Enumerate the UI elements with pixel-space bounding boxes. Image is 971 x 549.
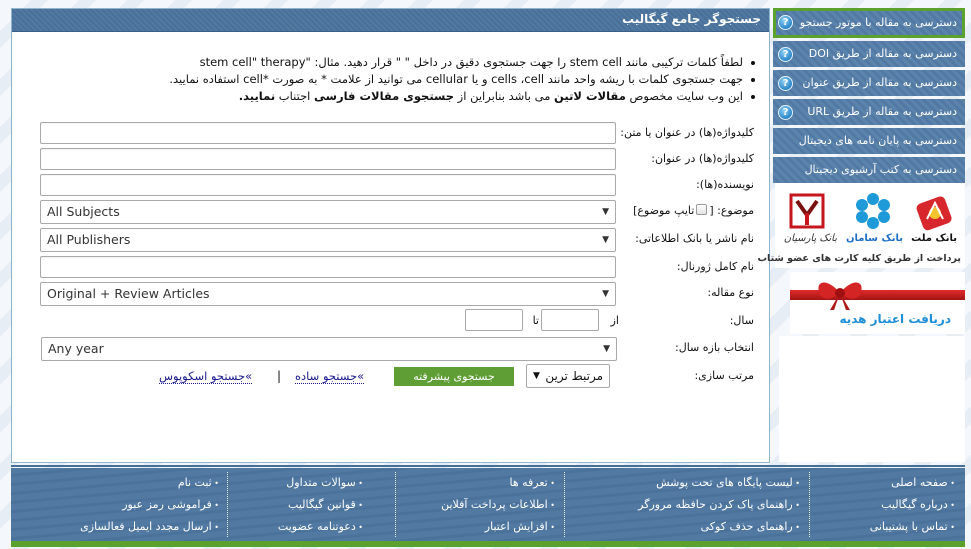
footer-link-offline-payment[interactable]: • اطلاعات پرداخت آفلاین: [415, 494, 555, 516]
footer-column-5: [29, 472, 219, 537]
bank-saman-logo-icon: [853, 191, 893, 231]
footer-link-databases[interactable]: • لیست پایگاه های تحت پوشش: [600, 472, 800, 494]
row-year: [10, 309, 769, 333]
sidebar-item-title[interactable]: [773, 70, 965, 96]
publisher-label: نام ناشر یا بانک اطلاعاتی:: [635, 232, 754, 245]
footer-link-pricing[interactable]: • تعرفه ها: [415, 472, 555, 494]
footer-column-3: [415, 472, 555, 537]
sidebar-item-theses[interactable]: [773, 128, 965, 154]
article-type-label: نوع مقاله:: [707, 286, 754, 299]
year-from-label: از: [610, 314, 619, 327]
footer-link-clear-cache[interactable]: • راهنمای پاک کردن حافظه مرورگر: [600, 494, 800, 516]
subject-selected-value: All Subjects: [47, 204, 120, 219]
subject-label: [620, 204, 754, 217]
year-from-input[interactable]: [541, 309, 599, 331]
journal-label: نام کامل ژورنال:: [676, 260, 754, 273]
sidebar: [773, 8, 965, 186]
bank-mellat-name: بانک ملت: [911, 233, 957, 244]
bank-parsian-name: بانک پارسیان: [783, 233, 837, 244]
row-keywords-text: [10, 121, 769, 145]
gift-credit-banner[interactable]: [790, 272, 965, 334]
tip-quotes: لطفاً کلمات ترکیبی مانند stem cell را جهت جستجوی دقیق در داخل " " قرار دهید. مثال: "stem cell" therapy: [27, 54, 757, 71]
search-tips: [27, 54, 757, 105]
row-publisher: [10, 227, 769, 251]
row-year-range: [10, 336, 769, 360]
keywords-title-input[interactable]: [40, 148, 616, 170]
footer-link-forgot-password[interactable]: • فراموشی رمز عبور: [29, 494, 219, 516]
scopus-search-link[interactable]: »جستجو اسکوپوس: [159, 369, 253, 383]
keywords-title-label: کلیدواژه(ها) در عنوان:: [651, 152, 754, 165]
footer-link-resend-activation[interactable]: • ارسال مجدد ایمیل فعالسازی: [29, 516, 219, 538]
gift-bow-icon: [812, 276, 868, 310]
subject-type-checkbox[interactable]: [696, 204, 707, 215]
sidebar-item-doi[interactable]: [773, 41, 965, 67]
dropdown-arrow-icon: ▼: [602, 207, 609, 217]
journal-input[interactable]: [40, 256, 616, 278]
help-icon[interactable]: ?: [778, 76, 793, 91]
keywords-text-label: کلیدواژه(ها) در عنوان یا متن:: [620, 126, 754, 139]
footer-column-4: [243, 472, 363, 537]
footer-accent-bar: [11, 541, 965, 547]
sidebar-item-label: دسترسی به کتب آرشیوی دیجیتال: [804, 163, 957, 176]
footer-link-rules[interactable]: • قوانین گیگالیب: [243, 494, 363, 516]
authors-label: نویسنده(ها):: [696, 178, 754, 191]
bank-mellat-logo-icon: [915, 191, 955, 231]
footer-link-about[interactable]: • درباره گیگالیب: [815, 494, 955, 516]
footer-link-add-credit[interactable]: • افزایش اعتبار: [415, 516, 555, 538]
tip-latin-only: [27, 88, 757, 105]
year-range-label: انتخاب بازه سال:: [675, 341, 754, 354]
authors-input[interactable]: [40, 174, 616, 196]
year-range-select[interactable]: [41, 337, 617, 361]
tip-bold: نمایید.: [238, 89, 276, 103]
article-type-selected-value: Original + Review Articles: [47, 286, 210, 301]
footer: [11, 468, 965, 541]
sidebar-item-label: دسترسی به مقاله از طریق URL: [807, 105, 957, 118]
subject-select[interactable]: [40, 200, 616, 224]
advanced-search-button[interactable]: جستجوی پیشرفته: [394, 367, 514, 386]
footer-column-2: [600, 472, 800, 537]
panel-title: جستجوگر جامع گیگالیب: [12, 9, 769, 32]
footer-link-faq[interactable]: • سوالات متداول: [243, 472, 363, 494]
sidebar-blank-area: [779, 336, 965, 462]
footer-link-invitation[interactable]: • دعوتنامه عضویت: [243, 516, 363, 538]
article-type-select[interactable]: [40, 282, 616, 306]
row-journal: [10, 255, 769, 279]
gift-caption: دریافت اعتبار هدیه: [839, 312, 951, 326]
subject-label-text: موضوع: [: [709, 204, 754, 217]
year-to-label: تا: [532, 314, 539, 327]
dropdown-arrow-icon: ▼: [603, 344, 610, 354]
link-separator: |: [277, 369, 282, 383]
year-range-selected-value: Any year: [48, 341, 104, 356]
row-sort: [10, 364, 769, 388]
sort-select[interactable]: [526, 364, 610, 388]
subject-type-label: تایپ موضوع]: [633, 204, 695, 217]
footer-link-register[interactable]: • ثبت نام: [29, 472, 219, 494]
footer-divider-dotted: [564, 472, 565, 537]
row-keywords-title: [10, 147, 769, 171]
footer-link-delete-cookies[interactable]: • راهنمای حذف کوکی: [600, 516, 800, 538]
keywords-text-input[interactable]: [40, 122, 616, 144]
bank-saman-name: بانک سامان: [845, 233, 903, 244]
sidebar-item-url[interactable]: [773, 99, 965, 125]
row-article-type: [10, 281, 769, 305]
bank-parsian-logo-icon: [787, 191, 827, 231]
sidebar-item-label: دسترسی به مقاله از طریق عنوان: [802, 76, 957, 89]
footer-column-1: [815, 472, 955, 537]
publisher-select[interactable]: [40, 228, 616, 252]
simple-search-link[interactable]: »جستجو ساده: [295, 369, 365, 383]
advanced-search-panel: [11, 8, 770, 463]
tip-text: می باشد بنابراین از: [454, 89, 555, 103]
sidebar-item-search-engine[interactable]: [773, 8, 965, 38]
sort-selected-value: مرتبط ترین: [545, 369, 603, 383]
tip-text: این وب سایت مخصوص: [625, 89, 743, 103]
tip-bold: مقالات لاتین: [554, 89, 626, 103]
sidebar-item-ebooks[interactable]: [773, 157, 965, 183]
row-subject: [10, 199, 769, 223]
sort-label: مرتب سازی:: [694, 369, 754, 382]
dropdown-arrow-icon: ▼: [533, 371, 540, 381]
tip-wildcard: جهت جستجوی کلمات با ریشه واحد مانند cells ،cell و یا cellular می توانید از علامت * به صورت *cell استفاده نمایید.: [27, 71, 757, 88]
dropdown-arrow-icon: ▼: [602, 235, 609, 245]
bank-payment-banner[interactable]: [757, 183, 965, 268]
tip-bold: جستجوی مقالات فارسی: [314, 89, 455, 103]
bank-caption: پرداخت از طریق کلیه کارت های عضو شتاب: [757, 253, 961, 264]
footer-divider-dotted: [809, 472, 810, 537]
help-icon[interactable]: ?: [778, 15, 793, 30]
footer-link-contact[interactable]: • تماس با پشتیبانی: [815, 516, 955, 538]
footer-divider: [11, 465, 965, 467]
row-authors: [10, 173, 769, 197]
sidebar-item-label: دسترسی به مقاله با موتور جستجو: [799, 16, 957, 29]
dropdown-arrow-icon: ▼: [602, 289, 609, 299]
year-label: سال:: [729, 314, 754, 327]
year-to-input[interactable]: [465, 309, 523, 331]
footer-divider-dotted: [395, 472, 396, 537]
help-icon[interactable]: ?: [778, 105, 793, 120]
help-icon[interactable]: ?: [778, 47, 793, 62]
footer-divider-dotted: [227, 472, 228, 537]
publisher-selected-value: All Publishers: [47, 232, 131, 247]
sidebar-item-label: دسترسی به پایان نامه های دیجیتال: [798, 134, 957, 147]
tip-text: اجتناب: [275, 89, 315, 103]
footer-link-home[interactable]: • صفحه اصلی: [815, 472, 955, 494]
sidebar-item-label: دسترسی به مقاله از طریق DOI: [808, 47, 957, 60]
